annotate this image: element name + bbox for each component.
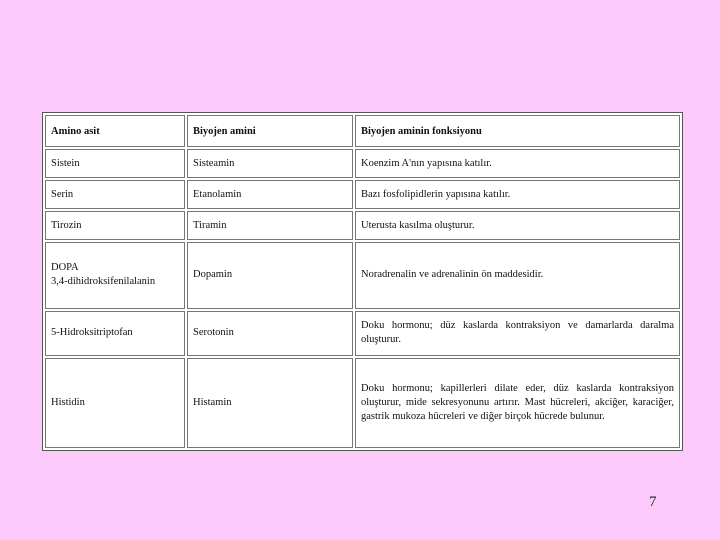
cell-amine: Histamin	[187, 358, 353, 448]
table-row	[45, 211, 680, 240]
header-amine-function: Biyojen aminin fonksiyonu	[355, 115, 680, 147]
table-row	[45, 242, 680, 309]
cell-amino-acid: Histidin	[45, 358, 185, 448]
cell-function: Bazı fosfolipidlerin yapısına katılır.	[355, 180, 680, 209]
cell-amino-acid: Tirozin	[45, 211, 185, 240]
cell-amino-acid: Sistein	[45, 149, 185, 178]
cell-function: Doku hormonu; kapillerleri dilate eder, düz kaslarda kontraksiyon oluşturur, mide sekresyonunu artırır. Mast hücreleri, akciğer, karaciğer, gastrik mukoza hücreleri ve diğer birçok hücrede bulunur.	[355, 358, 680, 448]
cell-function: Uterusta kasılma oluşturur.	[355, 211, 680, 240]
table-row	[45, 149, 680, 178]
cell-function: Noradrenalin ve adrenalinin ön maddesidir.	[355, 242, 680, 309]
cell-amino-acid: 5-Hidroksitriptofan	[45, 311, 185, 356]
cell-function: Doku hormonu; düz kaslarda kontraksiyon ve damarlarda daralma oluşturur.	[355, 311, 680, 356]
page-number: 7	[649, 494, 657, 510]
header-amino-acid: Amino asit	[45, 115, 185, 147]
cell-amine: Sisteamin	[187, 149, 353, 178]
cell-amine: Dopamin	[187, 242, 353, 309]
cell-function: Koenzim A'nın yapısına katılır.	[355, 149, 680, 178]
table-row	[45, 180, 680, 209]
header-biogenic-amine: Biyojen amini	[187, 115, 353, 147]
table-row	[45, 311, 680, 356]
cell-amino-acid	[45, 242, 185, 309]
biogenic-amines-table	[42, 112, 683, 451]
cell-amino-acid-fullname: 3,4-dihidroksifenilalanin	[51, 276, 156, 288]
cell-amino-acid: Serin	[45, 180, 185, 209]
cell-amino-acid-name: DOPA	[51, 262, 79, 274]
cell-amine: Serotonin	[187, 311, 353, 356]
table	[43, 113, 682, 450]
table-header-row	[45, 115, 680, 147]
cell-amine: Tiramin	[187, 211, 353, 240]
cell-amine: Etanolamin	[187, 180, 353, 209]
table-row	[45, 358, 680, 448]
